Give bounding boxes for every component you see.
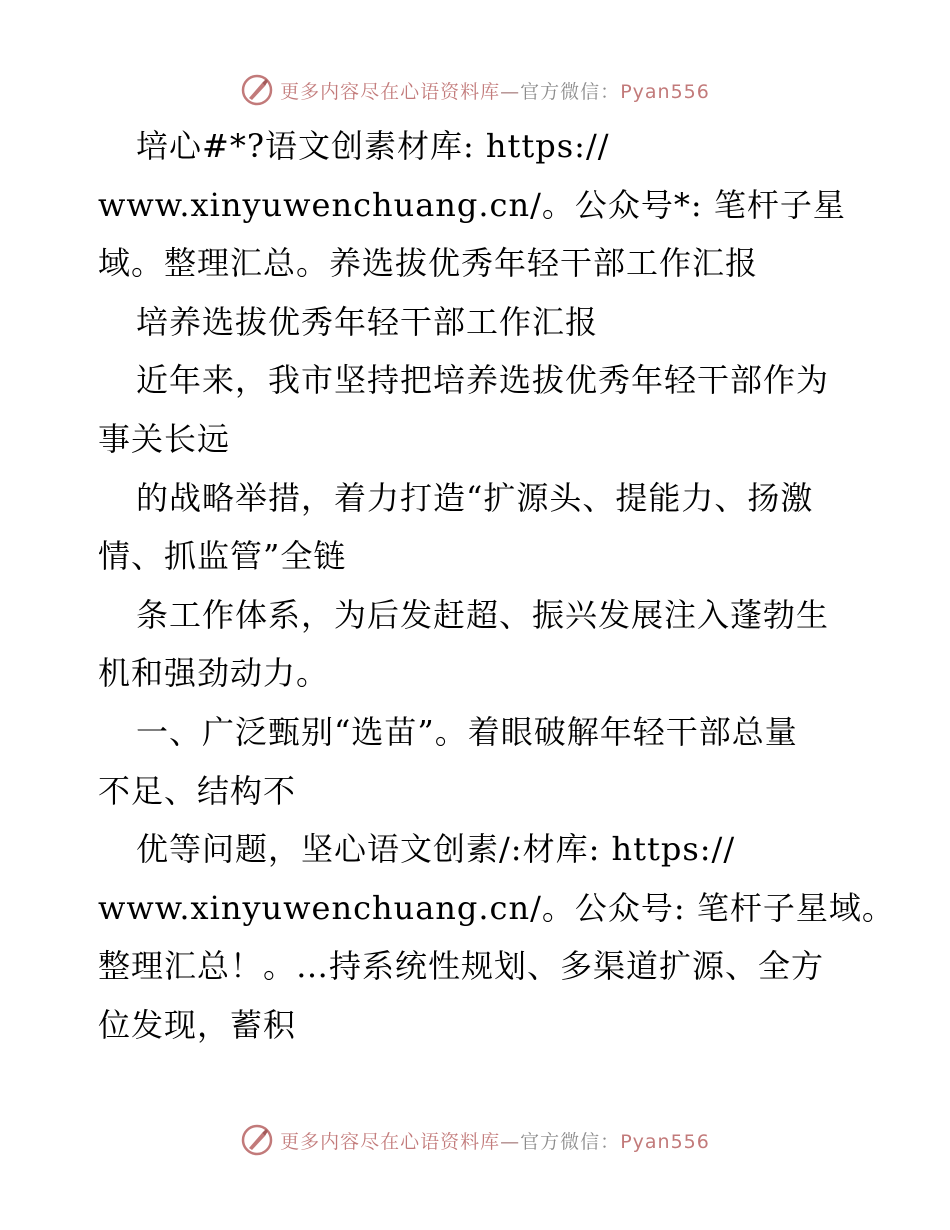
text-line: 条工作体系，为后发赶超、振兴发展注入蓬勃生 (136, 595, 830, 634)
text-line: 情、抓监管”全链 (98, 537, 347, 576)
text-line: 事关长远 (98, 419, 231, 458)
text-line: www.xinyuwenchuang.cn/。公众号: 笔杆子星域。 (98, 888, 895, 927)
text-line: 域。整理汇总。养选拔优秀年轻干部工作汇报 (98, 244, 759, 283)
pen-circle-logo-icon (240, 1123, 274, 1157)
pen-circle-logo-icon (240, 73, 274, 107)
banner-wechat-label: 官方微信： (520, 1130, 621, 1153)
text-line: 的战略举措，着力打造“扩源头、提能力、扬激 (136, 478, 814, 517)
text-line: 不足、结构不 (98, 771, 297, 810)
banner-wechat-label: 官方微信： (520, 80, 621, 103)
footer-watermark-banner (0, 1120, 950, 1160)
banner-wechat-id: Pyan556 (620, 80, 710, 103)
banner-text (280, 77, 710, 104)
text-line: 培养选拔优秀年轻干部工作汇报 (136, 302, 599, 341)
banner-wechat-id: Pyan556 (620, 1130, 710, 1153)
banner-main-text: 更多内容尽在心语资料库 (280, 80, 501, 103)
text-line: 整理汇总！。…持系统性规划、多渠道扩源、全方 (98, 947, 825, 986)
banner-dash: — (500, 80, 521, 103)
text-line: 位发现，蓄积 (98, 1005, 297, 1044)
text-line: 优等问题，坚心语文创素/:材库: https:// (136, 830, 736, 869)
document-body (98, 117, 895, 1055)
text-line: 机和强劲动力。 (98, 654, 330, 693)
banner-main-text: 更多内容尽在心语资料库 (280, 1130, 501, 1153)
text-line: www.xinyuwenchuang.cn/。公众号*: 笔杆子星 (98, 185, 846, 224)
text-line: 培心#*?语文创素材库: https:// (136, 127, 610, 165)
banner-text (280, 1127, 710, 1154)
banner-dash: — (500, 1130, 521, 1153)
header-watermark-banner (0, 70, 950, 110)
text-line: 近年来，我市坚持把培养选拔优秀年轻干部作为 (136, 361, 830, 400)
text-line: 一、广泛甄别“选苗”。着眼破解年轻干部总量 (136, 712, 798, 751)
